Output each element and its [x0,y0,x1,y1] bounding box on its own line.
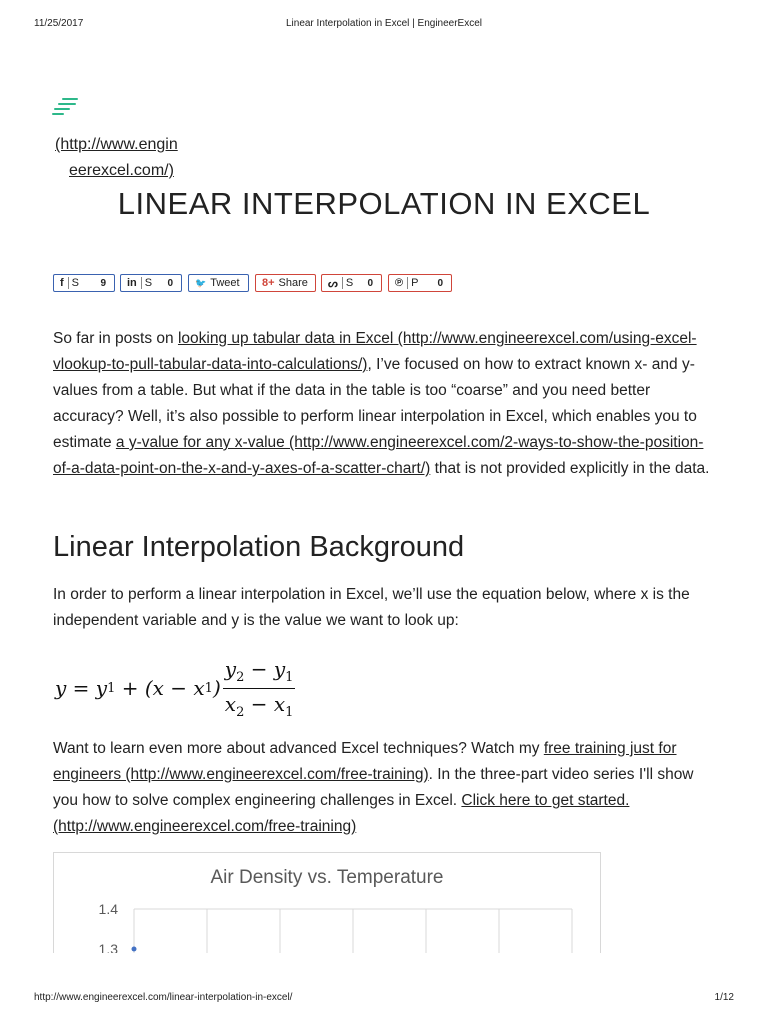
tabular-data-link[interactable]: looking up tabular data in Excel (http://www.engineerexcel.com/using-excel-vlookup-to-pull-tabular-data-into-calculations/) [53,330,697,373]
page-title: LINEAR INTERPOLATION IN EXCEL [117,186,651,221]
print-date: 11/25/2017 [34,18,84,29]
linkedin-prefix: S [144,277,153,289]
facebook-icon: f [60,277,64,289]
section-heading: Linear Interpolation Background [53,531,465,563]
googleplus-icon: 8+ [262,277,275,289]
googleplus-share-button[interactable] [255,274,316,292]
home-link-line2: eerexcel.com/) [69,162,174,179]
stumbleupon-count: 0 [367,277,373,289]
equation-fraction: $\frac{y_2 - y_1}{x_2 - x_1}$ [224,656,294,720]
interpolation-equation: y = y 1 + (x − x 1 ) $\frac{y_2 - y_1}{x_2 - x_1}$ [55,656,294,720]
engineerexcel-logo-icon[interactable] [52,96,80,116]
googleplus-label: Share [278,277,308,289]
twitter-icon: 🐦 [195,277,207,288]
facebook-prefix: S [71,277,80,289]
linkedin-count: 0 [167,277,173,289]
air-density-chart [53,852,601,953]
page-number: 1/12 [714,992,734,1003]
free-training-link[interactable]: free training just for engineers (http://www.engineerexcel.com/free-training) [53,740,677,783]
stumbleupon-prefix: S [345,277,354,289]
chart-title: Air Density vs. Temperature [210,867,444,888]
stumbleupon-share-button[interactable] [321,274,382,292]
pinterest-prefix: P [411,277,419,289]
home-link[interactable] [55,132,215,184]
y-tick-label: 1.3 [98,941,118,953]
get-started-link[interactable]: Click here to get started. (http://www.engineerexcel.com/free-training) [53,792,630,835]
home-link-line1: (http://www.engin [55,136,178,153]
pinterest-share-button[interactable] [388,274,452,292]
data-point [132,947,137,952]
tweet-button[interactable] [188,274,249,292]
facebook-share-button[interactable] [53,274,115,292]
pinterest-icon: ℗ [395,277,404,289]
linkedin-icon: in [127,277,137,289]
intro-paragraph: So far in posts on looking up tabular data in Excel (http://www.engineerexcel.com/using-excel-vlookup-to-pull-tabular-data-into-calculations/), I’ve focused on how to extract known x- and y-values from a table. But what if the data in the table is too “coarse” and you need better accuracy? Well, it’s also possible to perform linear interpolation in Excel, which enables you to estimate a y-value for any x-value (http://www.engineerexcel.com/2-ways-to-show-the-position-of-a-data-point-on-the-x-and-y-axes-of-a-scatter-chart/) that is not provided explicitly in the data. [53,330,710,477]
pinterest-count: 0 [437,277,443,289]
promo-paragraph: Want to learn even more about advanced Excel techniques? Watch my free training just for engineers (http://www.engineerexcel.com/free-training). In the three-part video series I'll show you how to solve complex engineering challenges in Excel. Click here to get started. (http://www.engineerexcel.com/free-training) [53,740,694,835]
print-title: Linear Interpolation in Excel | EngineerExcel [285,18,483,29]
stumbleupon-icon: ᔕ [328,277,338,290]
print-header [34,18,734,32]
background-paragraph: In order to perform a linear interpolation in Excel, we’ll use the equation below, where x is the independent variable and y is the value we want to look up: [53,586,690,629]
y-tick-label: 1.4 [98,901,118,917]
print-url: http://www.engineerexcel.com/linear-interpolation-in-excel/ [34,992,293,1003]
y-value-link[interactable]: a y-value for any x-value (http://www.engineerexcel.com/2-ways-to-show-the-position-of-a-data-point-on-the-x-and-y-axes-of-a-scatter-chart/) [53,434,704,477]
tweet-label: Tweet [210,277,240,289]
facebook-count: 9 [100,277,106,289]
linkedin-share-button[interactable] [120,274,182,292]
print-footer [34,992,734,1006]
chart-canvas [54,853,600,953]
